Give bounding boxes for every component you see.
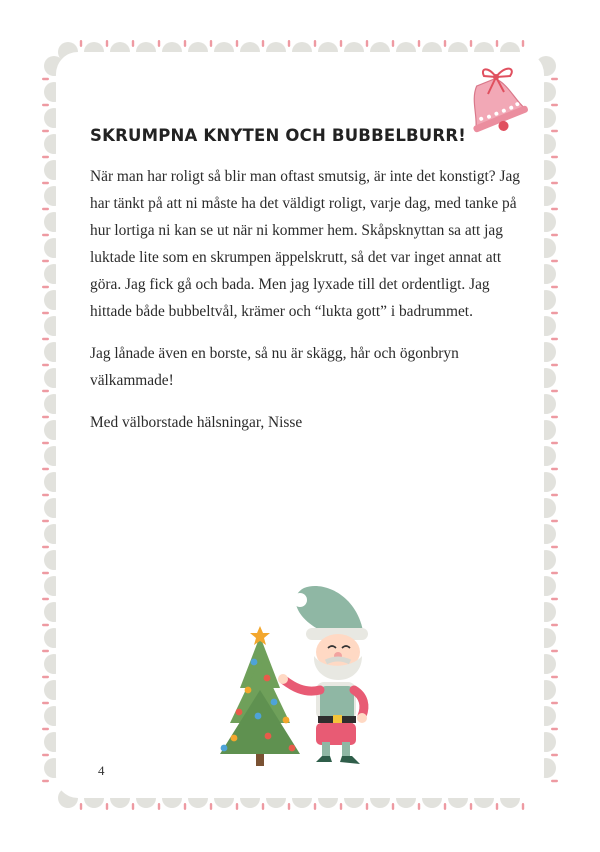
- border-dash: [42, 286, 49, 288]
- border-dash: [42, 182, 49, 184]
- border-dash: [551, 572, 558, 574]
- border-dash: [42, 104, 49, 106]
- border-dash: [470, 40, 472, 47]
- border-dash: [210, 803, 212, 810]
- border-dash: [42, 728, 49, 730]
- border-dash: [522, 40, 524, 47]
- border-dash: [392, 40, 394, 47]
- border-dash: [522, 803, 524, 810]
- nisse-character-icon: [278, 586, 368, 764]
- border-dash: [551, 598, 558, 600]
- border-dash: [551, 156, 558, 158]
- border-dash: [158, 40, 160, 47]
- signature-line: Med välborstade hälsningar, Nisse: [90, 414, 303, 431]
- border-dash: [42, 312, 49, 314]
- border-dash: [444, 40, 446, 47]
- border-dash: [551, 286, 558, 288]
- letter-title: SKRUMPNA KNYTEN OCH BUBBELBURR!: [90, 126, 466, 145]
- border-dash: [288, 40, 290, 47]
- border-dash: [551, 702, 558, 704]
- border-dash: [262, 803, 264, 810]
- border-dash: [42, 624, 49, 626]
- border-dash: [551, 494, 558, 496]
- border-dash: [42, 676, 49, 678]
- border-dash: [551, 182, 558, 184]
- border-dash: [418, 803, 420, 810]
- border-dash: [42, 234, 49, 236]
- border-dash: [551, 468, 558, 470]
- border-dash: [42, 494, 49, 496]
- border-dash: [106, 40, 108, 47]
- border-dash: [366, 40, 368, 47]
- border-dash: [184, 40, 186, 47]
- border-dash: [551, 338, 558, 340]
- border-dash: [418, 40, 420, 47]
- border-dash: [262, 40, 264, 47]
- border-dash: [158, 803, 160, 810]
- border-dash: [132, 40, 134, 47]
- border-dash: [42, 416, 49, 418]
- border-dash: [236, 40, 238, 47]
- border-dash: [551, 208, 558, 210]
- letter-body: [90, 163, 530, 451]
- border-dash: [551, 104, 558, 106]
- border-dash: [210, 40, 212, 47]
- border-dash: [551, 312, 558, 314]
- border-dash: [288, 803, 290, 810]
- border-dash: [42, 364, 49, 366]
- border-dash: [551, 78, 558, 80]
- border-dash: [366, 803, 368, 810]
- border-dash: [551, 780, 558, 782]
- border-dash: [551, 416, 558, 418]
- border-dash: [551, 364, 558, 366]
- border-dash: [42, 78, 49, 80]
- border-dash: [551, 520, 558, 522]
- border-dash: [551, 442, 558, 444]
- border-dash: [42, 754, 49, 756]
- border-dash: [551, 754, 558, 756]
- border-dash: [551, 546, 558, 548]
- border-dash: [42, 650, 49, 652]
- border-dash: [551, 390, 558, 392]
- border-dash: [80, 803, 82, 810]
- border-dash: [470, 803, 472, 810]
- border-dash: [132, 803, 134, 810]
- border-dash: [551, 728, 558, 730]
- border-dash: [106, 803, 108, 810]
- border-dash: [236, 803, 238, 810]
- border-dash: [340, 40, 342, 47]
- border-dash: [551, 676, 558, 678]
- border-dash: [42, 338, 49, 340]
- border-dash: [314, 40, 316, 47]
- page-number: 4: [98, 763, 105, 778]
- christmas-tree-icon: [220, 626, 300, 766]
- border-dash: [42, 520, 49, 522]
- border-dash: [42, 390, 49, 392]
- border-dash: [551, 260, 558, 262]
- border-dash: [392, 803, 394, 810]
- border-dash: [340, 803, 342, 810]
- border-dash: [496, 40, 498, 47]
- border-dash: [42, 130, 49, 132]
- nisse-with-christmas-tree-illustration: [212, 578, 382, 778]
- border-dash: [42, 208, 49, 210]
- border-dash: [42, 572, 49, 574]
- paragraph-2: Jag lånade även en borste, så nu är skägg, hår och ögonbryn välkammade!: [90, 345, 459, 389]
- border-dash: [42, 702, 49, 704]
- border-dash: [184, 803, 186, 810]
- border-dash: [42, 468, 49, 470]
- paragraph-1: När man har roligt så blir man oftast smutsig, är inte det konstigt? Jag har tänkt på att ni måste ha det väldigt roligt, varje dag, med tanke på hur lortiga ni kan se ut när ni kommer hem. Skåpsknyttan sa att jag luktade lite som en skrumpen äppelskrutt, så det var inget annat att göra. Jag fick gå och bada. Men jag lyxade till det ordentligt. Jag hittade både bubbeltvål, krämer och “lukta gott” i badrummet.: [90, 168, 520, 320]
- border-dash: [496, 803, 498, 810]
- border-dash: [80, 40, 82, 47]
- border-dash: [551, 624, 558, 626]
- border-dash: [42, 598, 49, 600]
- border-dash: [42, 156, 49, 158]
- border-dash: [551, 130, 558, 132]
- border-dash: [42, 780, 49, 782]
- border-dash: [42, 546, 49, 548]
- border-dash: [42, 260, 49, 262]
- border-dash: [444, 803, 446, 810]
- border-dash: [551, 650, 558, 652]
- christmas-bell-icon: [460, 62, 532, 142]
- border-dash: [314, 803, 316, 810]
- border-dash: [42, 442, 49, 444]
- border-dash: [551, 234, 558, 236]
